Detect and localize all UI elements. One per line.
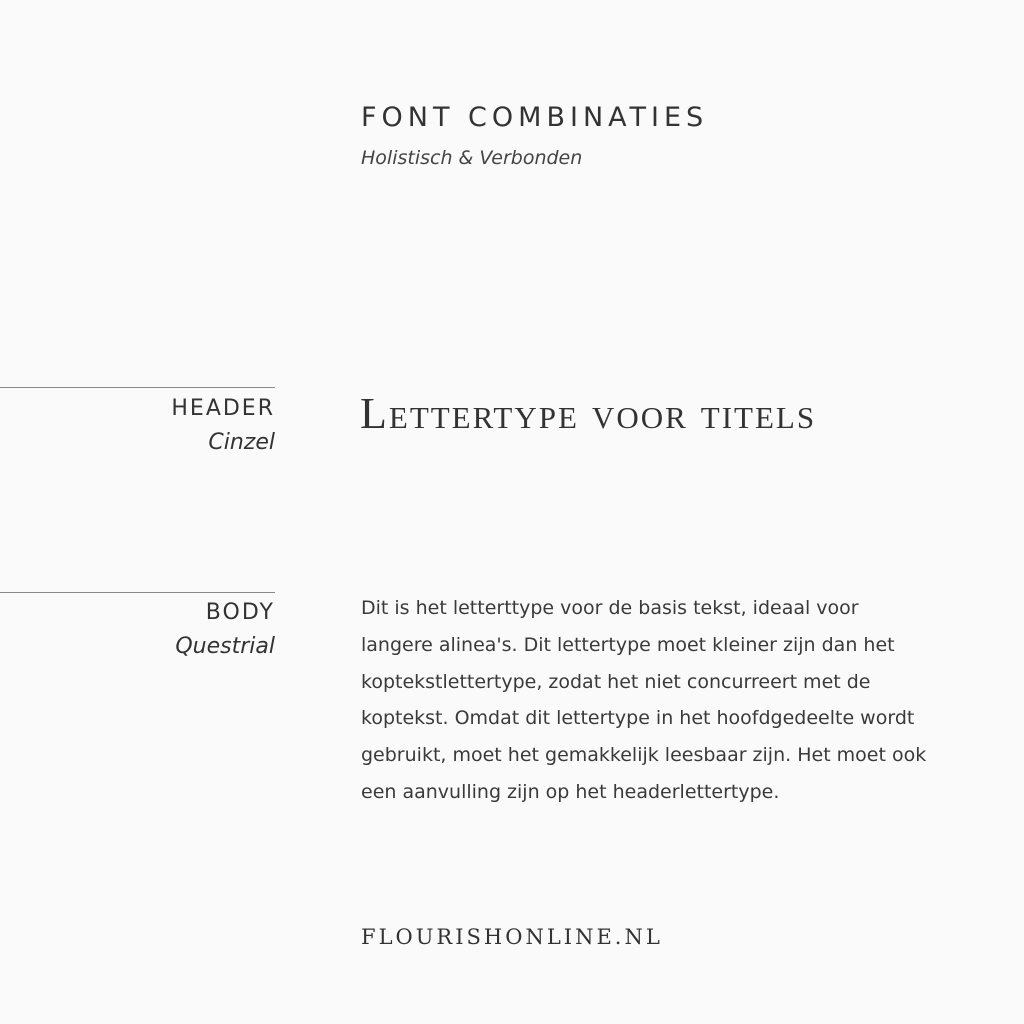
page-title: FONT COMBINATIES [361, 102, 709, 133]
body-divider [0, 592, 275, 593]
header-font-sample: Lettertype voor titels [360, 389, 817, 438]
page-subtitle: Holistisch & Verbonden [361, 147, 583, 169]
header-divider [0, 387, 275, 388]
body-font-name: Questrial [175, 634, 275, 659]
footer-website: FLOURISHONLINE.NL [361, 925, 663, 949]
body-font-sample: Dit is het letterttype voor de basis tekst, ideaal voor langere alinea's. Dit lettertype moet kleiner zijn dan het koptekstlettertype, zodat het niet concurreert met de koptekst. Omdat dit lettertype in het hoofdgedeelte wordt gebruikt, moet het gemakkelijk leesbaar zijn. Het moet ook een aanvulling zijn op het headerlettertype. [361, 597, 927, 803]
header-label: HEADER [171, 396, 275, 421]
header-font-name: Cinzel [208, 430, 275, 455]
body-label: BODY [205, 600, 275, 625]
